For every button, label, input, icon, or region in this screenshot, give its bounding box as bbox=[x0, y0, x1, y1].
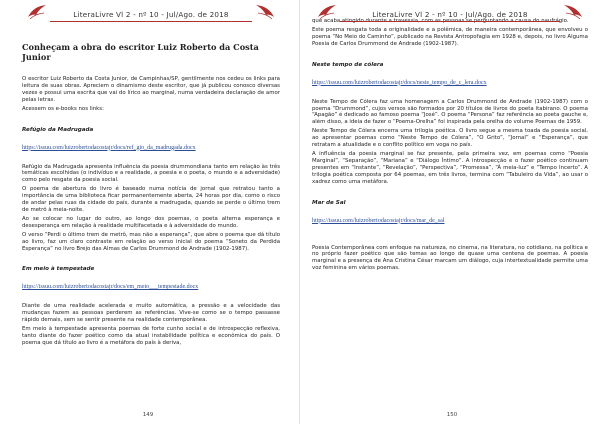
feather-bird-icon bbox=[254, 3, 276, 23]
book-link[interactable]: https://issuu.com/luizrobertodacostajr/docs/ref_gio_da_madrugada.docx bbox=[22, 144, 196, 151]
header-rule bbox=[340, 21, 560, 22]
book-paragraph: Neste Tempo de Cólera faz uma homenagem a Carlos Drummond de Andrade (1902-1987) com o poema “Drummond”, cujos versos são formados por 20 títulos de livros do poeta itabirano. O poema “Apagão” é dedicado ao famoso poema “José”. O poema “Persona” faz referência ao poeta gauche e, além disso, a ideia de fazer o “Poema-Orelha” foi inspirada pela orelha do volume Poemas de 1959. bbox=[312, 98, 588, 126]
book-title: Refúgio da Madrugada bbox=[22, 126, 94, 133]
book-paragraph: Em meio à tempestade apresenta poemas de forte cunho social e de introspecção reflexiva, tanto diante do fazer poético como da atual instabilidade política e econômica do país. O poema que dá título ao livro é a metáfora do país à deriva, bbox=[22, 326, 280, 346]
page-number: 149 bbox=[142, 412, 154, 418]
book-title: Neste tempo de cólera bbox=[312, 61, 384, 68]
book-paragraph: Ao se colocar no lugar do outro, ao longo dos poemas, o poeta alterna esperança e desesperança em relação à realidade multifacetada e à adversidade do mundo. bbox=[22, 215, 280, 229]
book-paragraph: Neste Tempo de Cólera encerra uma trilogia poética. O livro segue a mesma toada da poesia social, ao apresentar poemas como “Neste Tempo de Cólera”, “O Grito”, “Jornal” e “Esperança”, que retratam a atualidade e o conflito político em voga no país. bbox=[312, 128, 588, 149]
intro-paragraph: Acessem os e-books nos links: bbox=[22, 105, 104, 112]
book-link[interactable]: https://issuu.com/luizrobertodacostajr/docs/neste_tempo_de_c_lera.docx bbox=[312, 79, 487, 86]
continued-paragraph: que acaba atingido durante a travessia, com as pessoas se perguntando a causa do naufrágio. bbox=[312, 18, 569, 24]
book-title: Em meio à tempestade bbox=[22, 266, 95, 273]
header-title: LiteraLivre Vl 2 - nº 10 - Jul/Ago. de 2018 bbox=[73, 10, 229, 19]
book-title: Mar de Sal bbox=[312, 199, 346, 206]
right-page bbox=[304, 0, 600, 424]
spacer bbox=[312, 237, 588, 245]
book-paragraph: O verso “Perdi o último trem de metrô, mas não a esperança”, que abre o poema que dá título ao livro, faz um claro contraste em relação ao verso inicial do poema “Soneto da Perdida Esperança” no livro Brejo das Almas de Carlos Drummond de Andrade (1902-1987). bbox=[22, 231, 280, 252]
header-rule bbox=[50, 21, 252, 22]
page-gutter bbox=[299, 0, 300, 424]
book-paragraph: O poema de abertura do livro é baseado numa notícia de jornal que retratou tanto a importância de uma biblioteca ficar permanentemente aberta, 24 horas por dia, como o risco de andar pelas ruas da cidade do país, durante a madrugada, quando se perde o último trem de metrô à meia-noite. bbox=[22, 186, 280, 213]
book-paragraph: Poesia Contemporânea com enfoque na natureza, no cinema, na literatura, no cotidiano, na política e no próprio fazer poético que são temas ao longo de quase uma centena de poemas. A poesia marginal e a presença de Ana Cristina César marcam um diálogo, cuja intertextualidade permite uma voz feminina em vários poemas. bbox=[312, 244, 588, 272]
page-number: 150 bbox=[446, 412, 458, 418]
book-paragraph: Refúgio da Madrugada apresenta influência da poesia drummondiana tanto em relação às três temáticas escolhidas (o indivíduo e a realidade, a poesia e o poeta, o mundo e a adversidade) como pelo resgate da poesia social. bbox=[22, 163, 280, 184]
intro-paragraph: O escritor Luiz Roberto da Costa Junior, de Campinhas/SP, gentilmente nos cedeu os links para leitura de suas obras. Apreciem o dinamismo deste escritor, que já publicou conosco diversas vezes e possui uma escrita que vai do lírico ao marginal, numa verdadeira declaração de amor pelas letras. bbox=[22, 76, 280, 103]
book-paragraph: Diante de uma realidade acelerada e muito automática, a pressão e a velocidade das mudanças fazem as pessoas perderem as referências. Vive-se como se o tempo passasse rápido demais, sem se sentir presente na realidade contemporânea. bbox=[22, 303, 280, 324]
book-paragraph: A influência da poesia marginal se faz presente, pela primeira vez, em poemas como “Poesia Marginal”, “Separação”, “Mariana” e “Diálogo Íntimo”. A introspecção e o fazer poético continuam presentes em “Instante”, “Revelação”, “Perspectiva”, “Promessa”, “À meia-luz” e “Tempo Incerto”. A trilogia poética composta por 64 poemas, em três livros, termina com “Tabuleiro da Vida”, ao usar o xadrez como uma metáfora. bbox=[312, 150, 588, 185]
feather-bird-icon bbox=[562, 3, 584, 23]
page-header bbox=[312, 0, 588, 26]
header-title: LiteraLivre Vl 2 - nº 10 - Jul/Ago. de 2018 bbox=[372, 10, 528, 19]
article-heading: Conheçam a obra do escritor Luiz Roberto da Costa Junior bbox=[22, 42, 259, 62]
left-page bbox=[0, 0, 296, 424]
book-link[interactable]: https://issuu.com/luizrobertodacostajr/docs/mar_de_sal bbox=[312, 217, 445, 224]
page-header bbox=[22, 0, 280, 26]
book-link[interactable]: https://issuu.com/luizrobertodacostajr/docs/em_meio___tempestade.docx bbox=[22, 284, 199, 291]
continued-paragraph: Este poema resgata toda a originalidade e a polêmica, de maneira contemporânea, que envolveu o poema “No Meio do Caminho”, publicado na Revista Antropofagia em 1928 e, depois, no livro Alguma Poesia de Carlos Drummond de Andrade (1902-1987). bbox=[312, 26, 588, 47]
